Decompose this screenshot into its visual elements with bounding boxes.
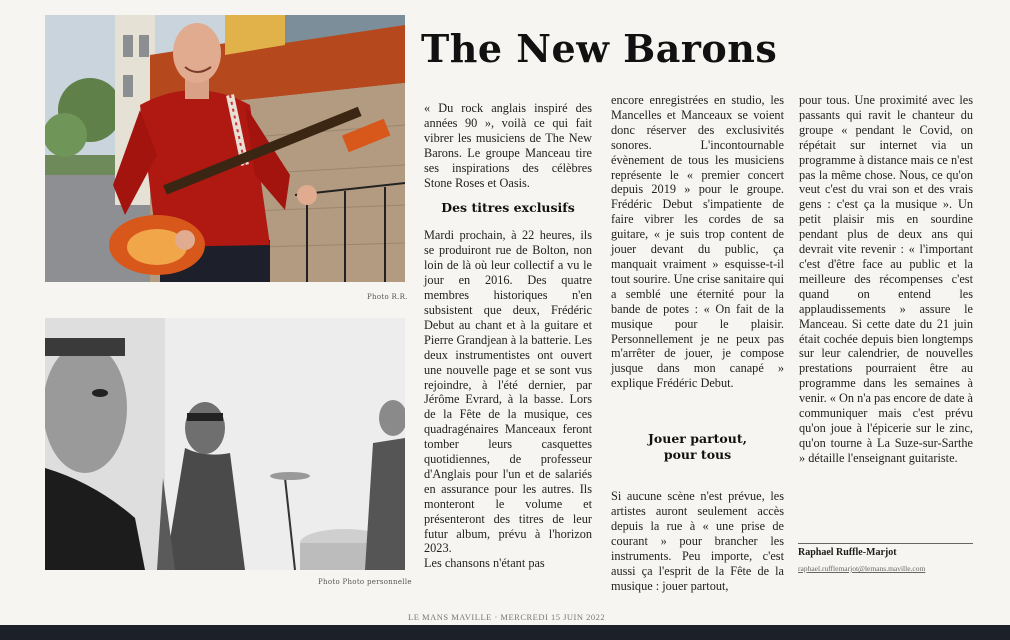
author-signature (798, 543, 973, 573)
article-column-2 (611, 93, 784, 593)
article-paragraph: pour tous. Une proximité avec les passants qui ravit le chanteur du groupe « pendant le Covid, on répétait sur internet via un programme à distance mais ce n'est pas la même chose. Nous, ce qu'on veut c'est du vrai son et des vrais gens : c'est ça la musique ». Un petit plaisir mis en sourdine pendant plus de deux ans qui devrait vite revenir : « l'important c'est d'être face au public et la meilleure des récompenses c'est quand on entend les applaudissements » assure le Manceau. Si cette date du 21 juin était cochée depuis bien longtemps sur leur calendrier, de nouvelles prestations pourraient être au programme dans les semaines à venir. « On n'a pas encore de date à communiquer mais c'est prévu qu'on joue à l'épicerie sur le zinc, qu'on tourne à La Suze-sur-Sarthe » détaille l'enseignant guitariste. (799, 93, 973, 465)
subheading-line: pour tous (663, 447, 732, 463)
subheading-line: Jouer partout, (648, 431, 747, 447)
subheading-play-everywhere (611, 431, 784, 463)
article-paragraph: Les chansons n'étant pas (424, 556, 545, 571)
author-name: Raphael Ruffle-Marjot (798, 547, 897, 558)
photo-guitarist-image (45, 15, 405, 282)
photo-caption-top: Photo R.R. (367, 293, 408, 301)
signature-rule (798, 543, 973, 544)
article-paragraph: Mardi prochain, à 22 heures, ils se produiront rue de Bolton, non loin de là où leur collectif a vu le jour en 2016. Des quatre membres historiques n'en subsistent que deux, Frédéric Debut au chant et à la guitare et Pierre Grandjean à la batterie. Les deux instrumentistes ont ouvert une nouvelle page et se sont vus rejoindre, à l'été dernier, par Jérôme Evrard, à la basse. Lors de la Fête de la musique, ces quadragénaires Manceaux feront tomber leurs casquettes quotidiennes, de professeur d'Anglais pour l'un et de salariés en assurance pour les autres. Ils monteront le volume et présenteront des titres de leur futur album, prévu à l'horizon 2023. (424, 228, 592, 556)
article-paragraph: Si aucune scène n'est prévue, les artistes auront seulement accès depuis la rue à « une prise de courant » pour brancher les instruments. Peu importe, c'est aussi ça l'esprit de la Fête de la musique : jouer partout, (611, 489, 784, 593)
article-title: The New Barons (421, 26, 778, 71)
author-email[interactable]: raphael.rufflemarjot@lemans.maville.com (798, 564, 926, 573)
article-column-3 (799, 93, 973, 466)
article-column-1 (424, 101, 592, 571)
article-paragraph: encore enregistrées en studio, les Mancelles et Manceaux se voient donc réserver des exclusivités sonores. L'incontournable évènement de tous les musiciens représente le « premier concert depuis 2019 » pour le groupe. Frédéric Debut s'impatiente de faire vibrer les cordes de sa guitare, « je suis trop content de jouer devant du public, ça manquait vraiment » esquisse-t-il tout sourire. Une crise sanitaire qui a semblé une éternité pour la bande de potes : « On fait de la musique pour le plaisir. Personnellement je ne peux pas m'arrêter de jouer, je compose jusque dans mon canapé » explique Frédéric Debut. (611, 93, 784, 391)
bottom-bar (0, 625, 1010, 640)
article-intro: « Du rock anglais inspiré des années 90 », voilà ce qui fait vibrer les musiciens de The New Barons. Le groupe Manceau tire ses inspirations des célèbres Stone Roses et Oasis. (424, 101, 592, 190)
subheading-exclusive-tracks: Des titres exclusifs (441, 200, 575, 216)
page-footer: LE MANS MAVILLE · MERCREDI 15 JUIN 2022 (408, 612, 606, 622)
photo-band-image (45, 318, 405, 570)
photo-band (45, 318, 405, 570)
photo-guitarist (45, 15, 405, 282)
photo-caption-bottom: Photo Photo personnelle (318, 578, 412, 586)
